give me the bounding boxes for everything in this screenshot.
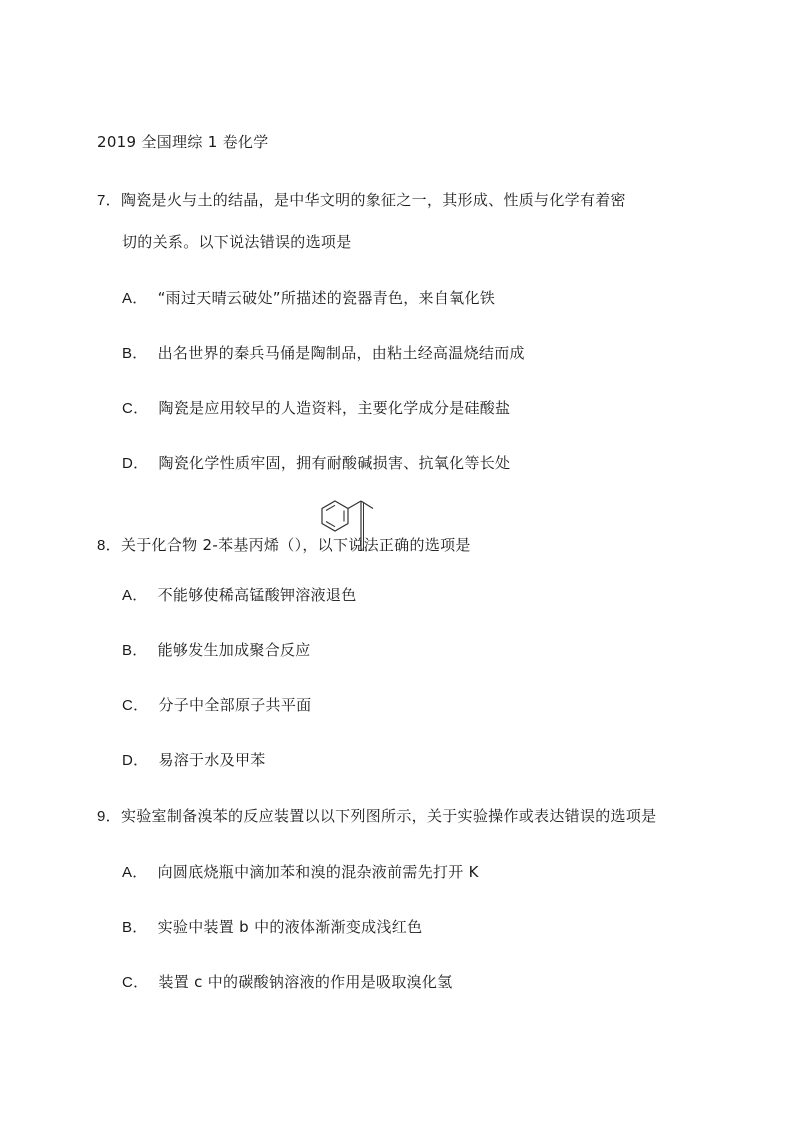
option-7c: [122, 398, 510, 419]
option-8b: [122, 640, 311, 661]
option-letter: B．: [122, 345, 148, 362]
question-7-stem: [97, 190, 626, 211]
option-letter: C．: [122, 697, 149, 714]
option-letter: C．: [122, 974, 149, 991]
question-number: 7．: [97, 192, 121, 209]
question-number: 8．: [97, 537, 121, 554]
option-text: 易溶于水及甲苯: [158, 751, 266, 769]
option-7b: [122, 343, 525, 364]
option-letter: B．: [122, 642, 148, 659]
option-text: 装置 c 中的碳酸钠溶液的作用是吸取溴化氢: [158, 973, 453, 991]
option-letter: C．: [122, 400, 149, 417]
option-text: 出名世界的秦兵马俑是陶制品，由粘土经高温烧结而成: [157, 344, 525, 362]
page-title: 2019 全国理综 1 卷化学: [97, 133, 269, 151]
option-text: 陶瓷是应用较早的人造资料，主要化学成分是硅酸盐: [158, 399, 511, 417]
question-8-stem: [97, 535, 471, 556]
question-9-stem: [97, 806, 656, 827]
option-text: 不能够使稀高锰酸钾溶液退色: [157, 586, 357, 604]
option-9a: [122, 862, 479, 883]
option-letter: A．: [122, 290, 148, 307]
option-7d: [122, 453, 510, 474]
option-9c: [122, 972, 453, 993]
option-9b: [122, 917, 422, 938]
option-text: “雨过天晴云破处”所描述的瓷器青色，来自氧化铁: [157, 289, 496, 307]
question-text: 陶瓷是火与土的结晶，是中华文明的象征之一，其形成、性质与化学有着密: [120, 191, 626, 209]
option-8a: [122, 585, 357, 606]
option-letter: B．: [122, 919, 148, 936]
option-8c: [122, 695, 311, 716]
option-letter: D．: [122, 455, 149, 472]
question-text: 实验室制备溴苯的反应装置以以下列图所示，关于实验操作或表达错误的选项是: [120, 807, 657, 825]
option-7a: [122, 288, 495, 309]
question-text: 关于化合物 2-苯基丙烯（），以下说法正确的选项是: [120, 536, 471, 554]
question-number: 9．: [97, 808, 121, 825]
option-letter: A．: [122, 864, 148, 881]
option-text: 能够发生加成聚合反应: [157, 641, 311, 659]
option-8d: [122, 750, 266, 771]
option-text: 分子中全部原子共平面: [158, 696, 312, 714]
option-text: 陶瓷化学性质牢固，拥有耐酸碱损害、抗氧化等长处: [158, 454, 511, 472]
option-letter: D．: [122, 752, 149, 769]
option-text: 实验中装置 b 中的液体渐渐变成浅红色: [157, 918, 423, 936]
option-text: 向圆底烧瓶中滴加苯和溴的混杂液前需先打开 K: [157, 863, 479, 881]
question-7-stem-continued: 切的关系。以下说法错误的选项是: [122, 233, 352, 251]
option-letter: A．: [122, 587, 148, 604]
